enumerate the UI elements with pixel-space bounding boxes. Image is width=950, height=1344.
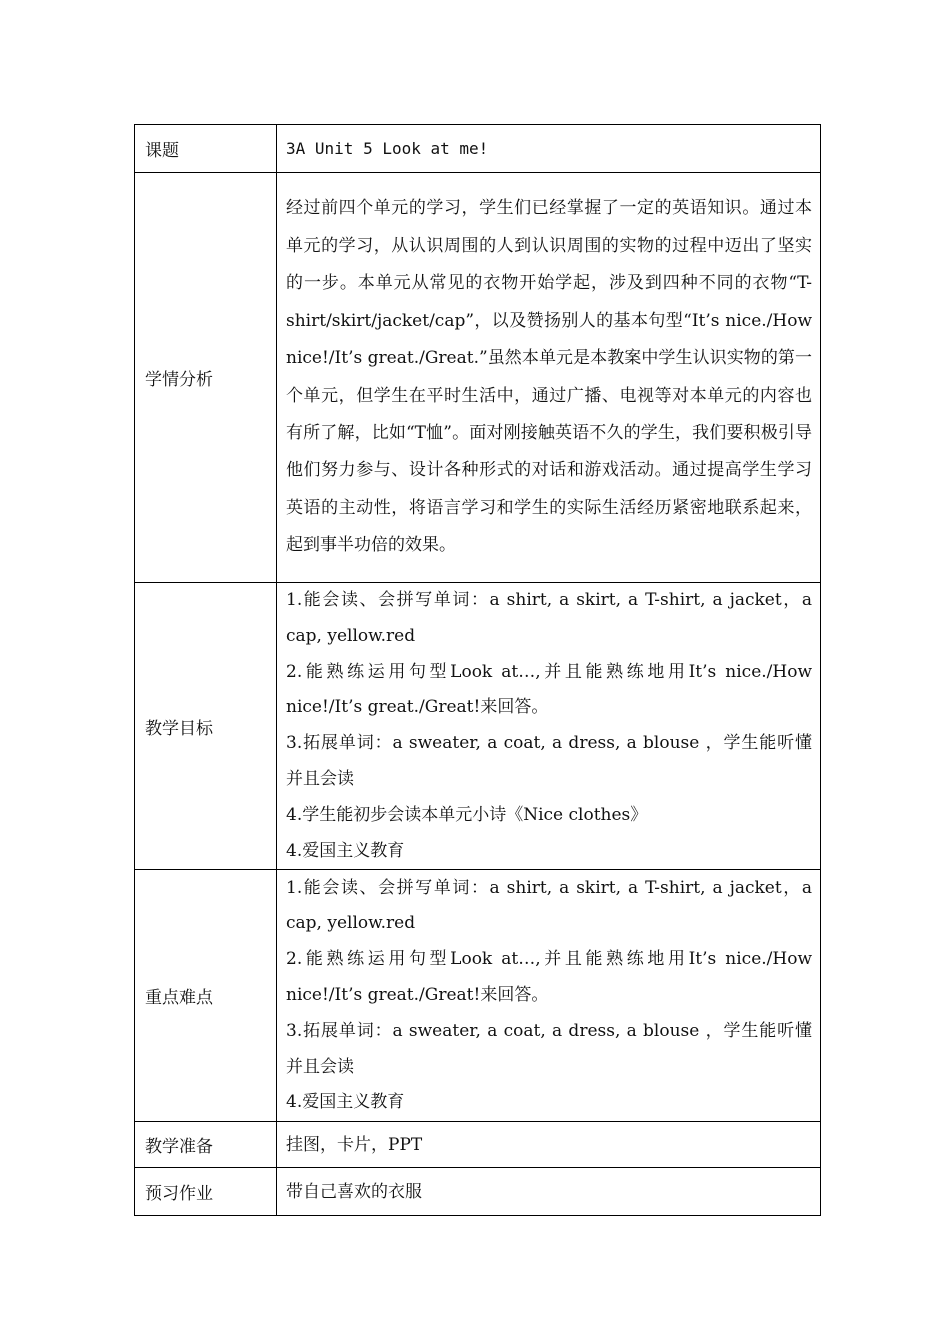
key-point-item-2: 2.能熟练运用句型Look at…,并且能熟练地用It’s nice./How nice!/It’s great./Great!来回答。 bbox=[286, 949, 812, 1005]
row-preparation bbox=[135, 1122, 821, 1168]
topic-label: 课题 bbox=[135, 125, 277, 173]
row-analysis bbox=[135, 173, 821, 583]
row-objectives bbox=[135, 583, 821, 870]
analysis-paragraph: 经过前四个单元的学习，学生们已经掌握了一定的英语知识。通过本单元的学习，从认识周围的人到认识周围的实物的过程中迈出了坚实的一步。本单元从常见的衣物开始学起，涉及到四种不同的衣物“T-shirt/skirt/jacket/cap”，以及赞扬别人的基本句型“It’s nice./How nice!/It’s great./Great.”虽然本单元是本教案中学生认识实物的第一个单元，但学生在平时生活中，通过广播、电视等对本单元的内容也有所了解，比如“T恤”。面对刚接触英语不久的学生，我们要积极引导他们努力参与、设计各种形式的对话和游戏活动。通过提高学生学习英语的主动性，将语言学习和学生的实际生活经历紧密地联系起来，起到事半功倍的效果。 bbox=[286, 198, 812, 556]
row-topic bbox=[135, 125, 821, 173]
key-point-item-3: 3.拓展单词：a sweater, a coat, a dress, a blouse ，学生能听懂并且会读 bbox=[286, 1020, 812, 1077]
objective-item-4: 4.学生能初步会读本单元小诗《Nice clothes》 bbox=[286, 804, 648, 825]
preview-content: 带自己喜欢的衣服 bbox=[277, 1168, 821, 1216]
objective-item-2: 2.能熟练运用句型Look at…,并且能熟练地用It’s nice./How nice!/It’s great./Great!来回答。 bbox=[286, 661, 812, 718]
lesson-plan-table bbox=[134, 124, 821, 1216]
key-point-item-1: 1.能会读、会拼写单词：a shirt, a skirt, a T-shirt, a jacket，a cap, yellow.red bbox=[286, 877, 812, 934]
objectives-label: 教学目标 bbox=[135, 583, 277, 870]
key-points-label: 重点难点 bbox=[135, 870, 277, 1122]
preparation-content: 挂图，卡片，PPT bbox=[277, 1122, 821, 1168]
analysis-label: 学情分析 bbox=[135, 173, 277, 583]
preparation-label: 教学准备 bbox=[135, 1122, 277, 1168]
topic-content bbox=[277, 125, 821, 173]
row-key-points bbox=[135, 870, 821, 1122]
key-points-content bbox=[277, 870, 821, 1122]
key-point-item-4: 4.爱国主义教育 bbox=[286, 1092, 405, 1113]
objective-item-5: 4.爱国主义教育 bbox=[286, 840, 405, 861]
objective-item-3: 3.拓展单词：a sweater, a coat, a dress, a blouse ，学生能听懂并且会读 bbox=[286, 733, 812, 789]
topic-text: 3A Unit 5 Look at me! bbox=[286, 138, 489, 158]
analysis-content bbox=[277, 173, 821, 583]
objectives-content bbox=[277, 583, 821, 870]
row-preview bbox=[135, 1168, 821, 1216]
preview-label: 预习作业 bbox=[135, 1168, 277, 1216]
objective-item-1: 1.能会读、会拼写单词：a shirt, a skirt, a T-shirt, a jacket，a cap, yellow.red bbox=[286, 590, 812, 646]
